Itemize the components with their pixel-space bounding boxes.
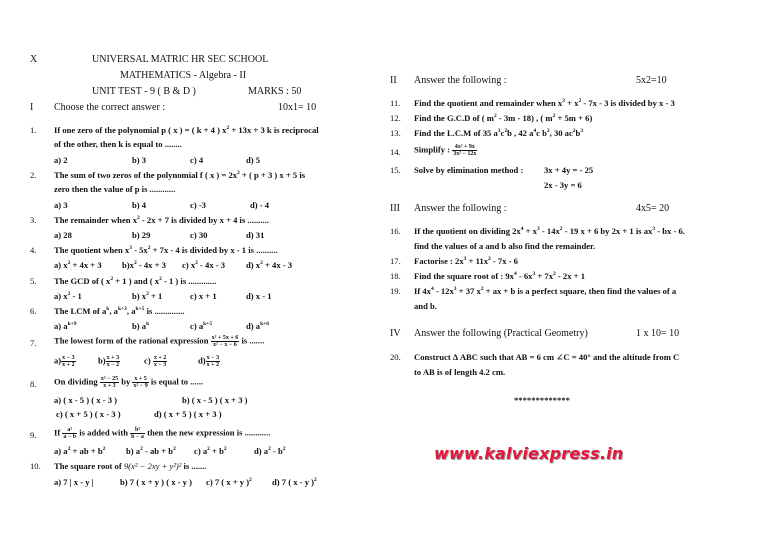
question-text: Find the L.C.M of 35 $a^3c^2b$ , 42 $a^4c$ $b^2$, 30 $ac^2b^3$ [414, 128, 584, 138]
option-b: b) $\frac{x + 3}{x - 2}$ [98, 355, 120, 368]
option-d: d) $a^2 - b^2$ [254, 446, 286, 456]
fraction: $\frac{\text{x² + 5x + 6}}{\text{x² − x − 6}}$ [211, 335, 239, 348]
question-text: and b. [414, 301, 437, 311]
option-b: b) $a^2$ - ab + $b^2$ [126, 446, 176, 456]
watermark-link[interactable]: www.kalviexpress.in [434, 444, 624, 463]
option-a: a) 7 | x - y | [54, 477, 94, 487]
option-d: d) 5 [246, 155, 261, 165]
option-c: c) ( x + 5 ) ( x - 3 ) [56, 409, 121, 419]
question-number: 11. [390, 98, 401, 108]
question-text: The GCD of ( $x^2 + 1$ ) and ( $x^2 - 1$ ) is ............. [54, 276, 217, 286]
question-number: 7. [30, 338, 37, 348]
subject-title: MATHEMATICS - Algebra - II [120, 70, 247, 81]
question-text: The LCM of $a^k$, $a^{k+3}$, $a^{k+5}$ is .............. [54, 306, 185, 316]
question-number: 17. [390, 256, 401, 266]
equation-1: 3x + 4y = - 25 [544, 165, 594, 175]
marks-label: MARKS : 50 [248, 86, 302, 97]
section-title: Answer the following (Practical Geometry) [414, 328, 588, 339]
option-a: a) ( x - 5 ) ( x - 3 ) [54, 395, 118, 405]
question-text: find the values of a and b also find the remainder. [414, 241, 596, 251]
option-a: a) $x^2 + 4x + 3$ [54, 260, 102, 270]
option-a: a) 2 [54, 155, 68, 165]
question-number: 3. [30, 215, 37, 225]
question-text: The quotient when $x^3 - 5x^2 + 7x - 4$ is divided by x - 1 is .......... [54, 245, 278, 255]
option-c: c) 7 ( x + y )$^2$ [206, 477, 252, 487]
section-number: II [390, 75, 397, 86]
question-number: 20. [390, 352, 401, 362]
option-a: a) 28 [54, 230, 72, 240]
question-number: 8. [30, 379, 37, 389]
question-text: Find the square root of : $9x^4 - 6x^3 + 7x^2 - 2x + 1$ [414, 271, 586, 281]
option-c: c) $a^2 + b^2$ [194, 446, 227, 456]
question-text: The lowest form of the rational expression $\frac{\text{x² + 5x + 6}}{\text{x² − x − 6}}$ is ....... [54, 335, 265, 348]
section-number: III [390, 203, 400, 214]
section-marks: 4x5= 20 [636, 203, 670, 214]
option-c: c) $\frac{x + 2}{x - 3}$ [144, 355, 167, 368]
option-d: d) x - 1 [246, 291, 272, 301]
option-a: a) 3 [54, 200, 68, 210]
option-b: b) 4 [132, 200, 147, 210]
question-text: to AB is of length 4.2 cm. [414, 367, 506, 377]
section-title: Choose the correct answer : [54, 102, 166, 113]
section-marks: 10x1= 10 [278, 102, 317, 113]
option-b: b) 3 [132, 155, 147, 165]
end-stars: ************* [514, 395, 570, 405]
question-text: of the other, then k is equal to ........ [54, 139, 182, 149]
question-number: 9. [30, 430, 37, 440]
option-a: a) $\frac{x - 3}{x + 2}$ [54, 355, 75, 368]
option-b: b) ( x - 5 ) ( x + 3 ) [182, 395, 248, 405]
question-number: 10. [30, 461, 41, 471]
section-title: Answer the following : [414, 203, 507, 214]
section-marks: 5x2=10 [636, 75, 667, 86]
option-c: c) $x^2 - 4x - 3$ [182, 260, 226, 270]
option-d: d) ( x + 5 ) ( x + 3 ) [154, 409, 222, 419]
section-marks: 1 x 10= 10 [636, 328, 680, 339]
question-text: Factorise : $2x^3 + 11x^2 - 7x - 6$ [414, 256, 518, 266]
question-text: If the quotient on dividing $2x^4 + x^3 - 14x^2 - 19$ x + 6 by 2x + 1 is $ax^3$ - bx - 6. [414, 226, 685, 236]
question-number: 13. [390, 128, 401, 138]
option-d: d) 7 ( x - y )$^2$ [272, 477, 317, 487]
option-c: c) 4 [190, 155, 204, 165]
school-name: UNIVERSAL MATRIC HR SEC SCHOOL [92, 54, 269, 65]
option-d: d) - 4 [250, 200, 270, 210]
question-text: The sum of two zeros of the polynomial f ( x ) = $2x^2$ + ( p + 3 ) x + 5 is [54, 170, 306, 180]
question-text: Solve by elimination method : [414, 165, 524, 175]
option-d: d) $\frac{x - 3}{x + 2}$ [198, 355, 220, 368]
question-text: Construct ∆ ABC such that AB = 6 cm ∠C = 40° and the altitude from C [414, 352, 680, 362]
option-b: b) 7 ( x + y ) ( x - y ) [120, 477, 192, 487]
section-number: IV [390, 328, 401, 339]
question-number: 19. [390, 286, 401, 296]
option-c: c) x + 1 [190, 291, 217, 301]
question-number: 1. [30, 125, 37, 135]
question-number: 6. [30, 306, 37, 316]
option-d: d) $x^2 + 4x - 3$ [246, 260, 293, 270]
question-number: 4. [30, 245, 37, 255]
option-c: c) $a^{k+5}$ [190, 321, 213, 331]
question-number: 16. [390, 226, 401, 236]
option-b: b) $x^2 + 1$ [132, 291, 163, 301]
option-a: a) $a^{k+9}$ [54, 321, 77, 331]
option-d: d) 31 [246, 230, 265, 240]
question-text: zero then the value of p is ............ [54, 184, 176, 194]
option-d: d) $a^{k+6}$ [246, 321, 270, 331]
question-number: 14. [390, 147, 401, 157]
question-text: The square root of 9(x² − 2xy + y²)² is ....... [54, 461, 207, 471]
option-b: $b)x^2 - 4x + 3$ [122, 260, 166, 270]
unit-test-label: UNIT TEST - 9 ( B & D ) [92, 86, 196, 97]
question-text: Find the G.C.D of ( $m^2 - 3m - 18$) , ( $m^2 + 5m + 6$) [414, 113, 593, 123]
question-text: On dividing $\frac{\text{x² − 25}}{x + 3}$ by $\frac{x + 5}{\text{x² − 9}}$ is equal to ...... [54, 376, 204, 389]
question-number: 5. [30, 276, 37, 286]
option-b: b) 29 [132, 230, 151, 240]
class-label: X [30, 54, 38, 65]
option-a: a) $x^2 - 1$ [54, 291, 82, 301]
question-text: Simplify : $\frac{\text{4x² + 9x}}{\text{3x² − 12x}}$ [414, 144, 477, 157]
question-text: The remainder when $x^2 - 2x + 7$ is divided by x + 4 is .......... [54, 215, 269, 225]
equation-2: 2x - 3y = 6 [544, 180, 582, 190]
section-title: Answer the following : [414, 75, 507, 86]
section-number: I [30, 102, 34, 113]
question-text: If $4x^4 - 12x^3 + 37$ $x^2$ + ax + b is a perfect square, then find the values of a [414, 286, 677, 296]
question-number: 2. [30, 170, 37, 180]
option-c: c) -3 [190, 200, 206, 210]
question-text: Find the quotient and remainder when $x^3 + x^2 - 7x - 3$ is divided by x - 3 [414, 98, 675, 108]
option-c: c) 30 [190, 230, 208, 240]
option-b: b) $a^k$ [132, 321, 150, 331]
option-a: a) $a^2$ + ab + $b^2$ [54, 446, 106, 456]
question-text: If one zero of the polynomial p ( x ) = ( k + 4 ) $x^2 + 13x + 3$ k is reciprocal [54, 125, 319, 135]
question-number: 18. [390, 271, 401, 281]
question-number: 15. [390, 165, 401, 175]
question-text: If $\frac{\text{a²}}{a - b}$ is added with $\frac{\text{b²}}{b - a}$ then the new expression is ............ [54, 427, 271, 440]
question-number: 12. [390, 113, 401, 123]
